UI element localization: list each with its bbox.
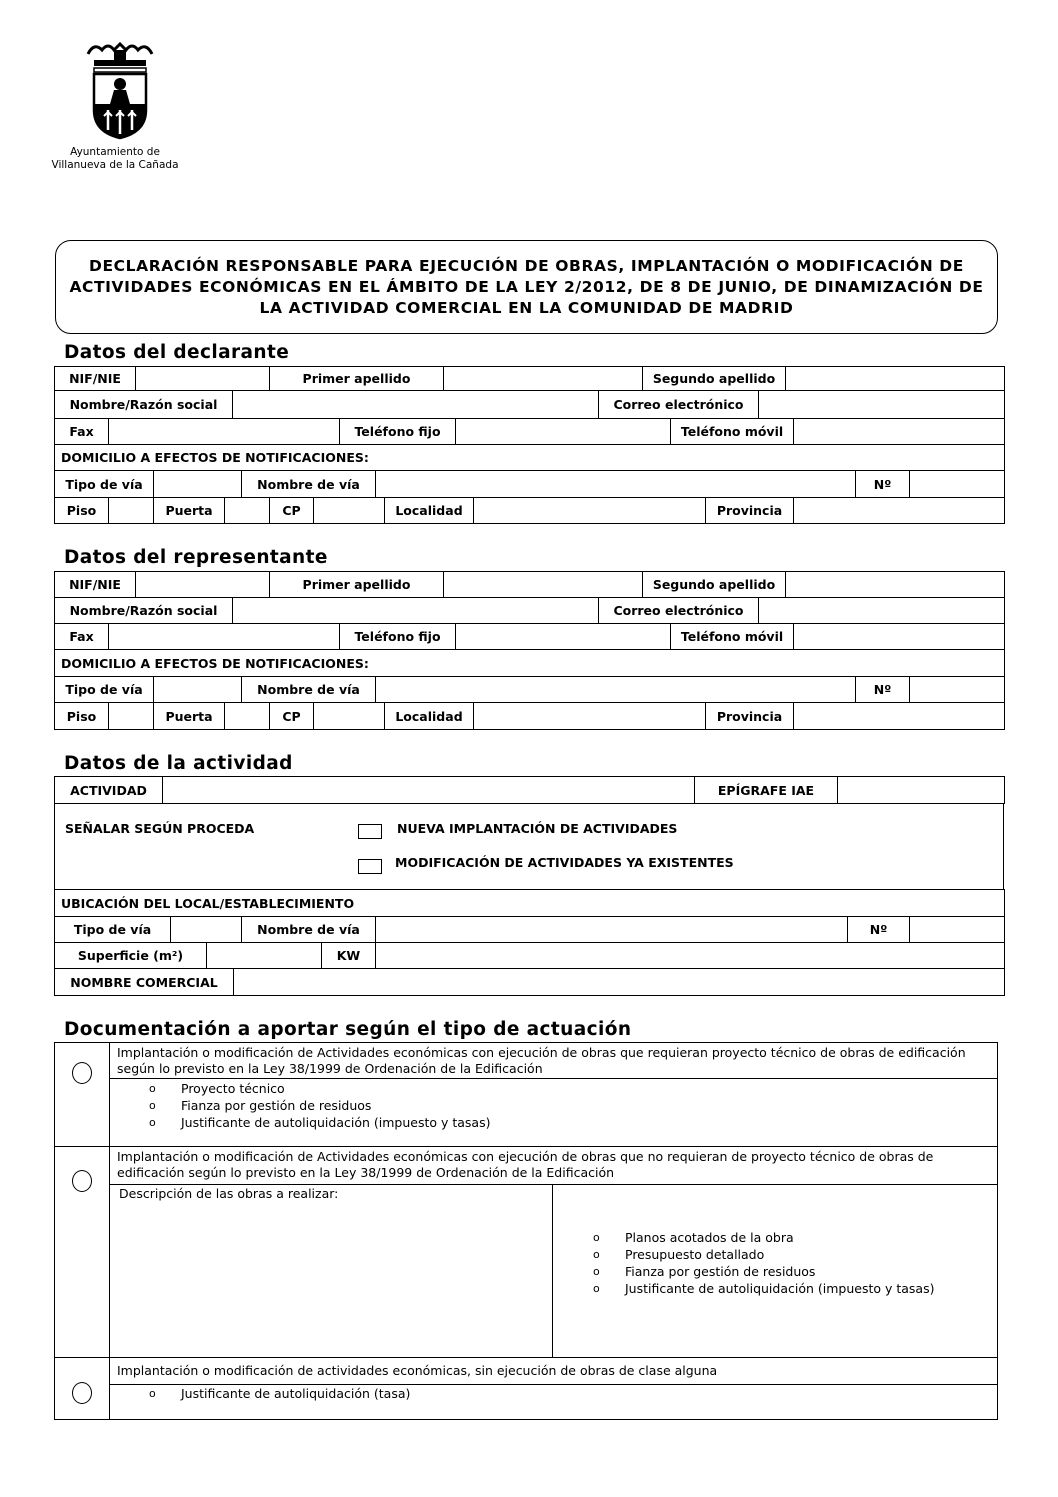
label-actividad: ACTIVIDAD [55,777,163,804]
representante-table-row3 [54,623,1005,650]
list-item: o Fianza por gestión de residuos [593,1263,934,1280]
label-provincia: Provincia [706,498,794,524]
section-title-declarante: Datos del declarante [64,342,290,363]
declarante-table-row6 [54,497,1005,524]
input-kw[interactable] [376,943,1005,969]
title-box [55,240,998,334]
label-nombre-comercial: NOMBRE COMERCIAL [55,969,234,996]
checkbox-nueva-implantacion[interactable] [358,824,382,839]
declarante-table-row1 [54,366,1005,391]
input-superficie[interactable] [207,943,322,969]
label-telefono-movil: Teléfono móvil [671,624,794,650]
doc-option-2-list [593,1229,934,1297]
label-nombre-via: Nombre de vía [242,677,376,703]
label-provincia: Provincia [706,703,794,730]
input-cp[interactable] [314,703,385,730]
input-tipo-via[interactable] [154,677,242,703]
checkbox-modificacion[interactable] [358,859,382,874]
label-primer-apellido: Primer apellido [270,572,444,598]
declarante-table-row5 [54,470,1005,498]
label-correo: Correo electrónico [599,391,759,419]
label-nombre-via: Nombre de vía [242,471,376,498]
input-segundo-apellido[interactable] [786,367,1005,391]
input-numero[interactable] [910,917,1005,943]
organization-name [40,146,190,172]
municipal-coat-of-arms-icon [80,40,160,140]
input-telefono-movil[interactable] [794,624,1005,650]
section-title-representante: Datos del representante [64,547,328,568]
doc-option-1-text: Implantación o modificación de Actividades económicas con ejecución de obras que requieran proyecto técnico de obras de edificación según lo previsto en la Ley 38/1999 de Ordenación de la Edificación [109,1043,997,1079]
doc-option-1 [54,1042,998,1147]
doc-option-1-list [149,1080,490,1131]
input-primer-apellido[interactable] [444,367,643,391]
label-correo: Correo electrónico [599,598,759,624]
input-nombre-via[interactable] [376,917,848,943]
label-modificacion: MODIFICACIÓN DE ACTIVIDADES YA EXISTENTES [395,855,734,870]
representante-table-row6 [54,702,1005,730]
list-item: o Justificante de autoliquidación (impuesto y tasas) [149,1114,490,1131]
list-item: o Fianza por gestión de residuos [149,1097,490,1114]
input-correo[interactable] [759,598,1005,624]
radio-cell [55,1358,110,1419]
doc-option-2-text: Implantación o modificación de Actividades económicas con ejecución de obras que no requieran de proyecto técnico de obras de edificación según lo previsto en la Ley 38/1999 de Ordenación de la Edificación [109,1147,997,1185]
label-puerta: Puerta [154,703,225,730]
input-nombre-comercial[interactable] [234,969,1005,996]
declarante-table-row3 [54,418,1005,445]
label-localidad: Localidad [385,498,474,524]
label-nombre: Nombre/Razón social [55,598,233,624]
input-piso[interactable] [109,498,154,524]
actividad-table-nombre-comercial [54,968,1005,996]
representante-table-row2 [54,597,1005,624]
label-tipo-via: Tipo de vía [55,677,154,703]
actividad-table-via [54,916,1005,943]
label-piso: Piso [55,703,109,730]
org-line-2: Villanueva de la Cañada [51,159,179,171]
input-provincia[interactable] [794,703,1005,730]
input-actividad[interactable] [163,777,695,804]
label-puerta: Puerta [154,498,225,524]
label-superficie: Superficie (m²) [55,943,207,969]
input-nombre[interactable] [233,598,599,624]
label-telefono-fijo: Teléfono fijo [340,419,456,445]
representante-table-row5 [54,676,1005,703]
representante-table-row1 [54,571,1005,598]
input-telefono-fijo[interactable] [456,419,671,445]
label-nif: NIF/NIE [55,367,136,391]
org-line-1: Ayuntamiento de [70,146,160,158]
list-item: o Planos acotados de la obra [593,1229,934,1246]
input-nombre-via[interactable] [376,677,856,703]
section-title-documentacion: Documentación a aportar según el tipo de actuación [64,1019,632,1040]
list-item: o Justificante de autoliquidación (impuesto y tasas) [593,1280,934,1297]
descripcion-obras-field[interactable] [109,1185,553,1357]
input-puerta[interactable] [225,498,270,524]
radio-option-1[interactable] [72,1062,92,1084]
input-numero[interactable] [910,471,1005,498]
input-nif[interactable] [136,367,270,391]
label-tipo-via: Tipo de vía [55,917,171,943]
input-piso[interactable] [109,703,154,730]
label-fax: Fax [55,624,109,650]
list-item: o Presupuesto detallado [593,1246,934,1263]
label-epigrafe: EPÍGRAFE IAE [695,777,838,804]
senalar-block [54,803,1004,890]
radio-cell [55,1147,110,1357]
doc-option-3-list [149,1385,410,1402]
radio-option-2[interactable] [72,1170,92,1192]
declarante-table-row2 [54,390,1005,419]
label-domicilio: DOMICILIO A EFECTOS DE NOTIFICACIONES: [55,650,1005,677]
label-numero: Nº [856,677,910,703]
input-telefono-movil[interactable] [794,419,1005,445]
input-nombre-via[interactable] [376,471,856,498]
input-provincia[interactable] [794,498,1005,524]
doc-option-2 [54,1146,998,1358]
input-tipo-via[interactable] [154,471,242,498]
label-fax: Fax [55,419,109,445]
input-tipo-via[interactable] [171,917,242,943]
input-segundo-apellido[interactable] [786,572,1005,598]
input-cp[interactable] [314,498,385,524]
label-descripcion-obras: Descripción de las obras a realizar: [119,1186,339,1201]
label-nif: NIF/NIE [55,572,136,598]
section-title-actividad: Datos de la actividad [64,753,293,774]
input-nombre[interactable] [233,391,599,419]
label-nueva-implantacion: NUEVA IMPLANTACIÓN DE ACTIVIDADES [397,821,678,836]
input-fax[interactable] [109,624,340,650]
label-cp: CP [270,498,314,524]
label-telefono-movil: Teléfono móvil [671,419,794,445]
input-epigrafe[interactable] [838,777,1005,804]
label-segundo-apellido: Segundo apellido [643,572,786,598]
actividad-table-ubicacion [54,889,1005,917]
label-nombre-via: Nombre de vía [242,917,376,943]
input-correo[interactable] [759,391,1005,419]
label-tipo-via: Tipo de vía [55,471,154,498]
doc-option-3 [54,1357,998,1420]
label-numero: Nº [856,471,910,498]
label-cp: CP [270,703,314,730]
actividad-table-superficie [54,942,1005,969]
input-nif[interactable] [136,572,270,598]
input-localidad[interactable] [474,498,706,524]
label-numero: Nº [848,917,910,943]
label-kw: KW [322,943,376,969]
label-localidad: Localidad [385,703,474,730]
label-telefono-fijo: Teléfono fijo [340,624,456,650]
input-puerta[interactable] [225,703,270,730]
form-title: DECLARACIÓN RESPONSABLE PARA EJECUCIÓN DE OBRAS, IMPLANTACIÓN O MODIFICACIÓN DE ACTIVIDADES ECONÓMICAS EN EL ÁMBITO DE LA LEY 2/2012, DE 8 DE JUNIO, DE DINAMIZACIÓN DE LA ACTIVIDAD COMERCIAL EN LA COMUNIDAD DE MADRID [69,256,984,317]
label-nombre: Nombre/Razón social [55,391,233,419]
radio-cell [55,1043,110,1146]
input-numero[interactable] [910,677,1005,703]
label-segundo-apellido: Segundo apellido [643,367,786,391]
label-senalar: SEÑALAR SEGÚN PROCEDA [65,821,255,836]
label-piso: Piso [55,498,109,524]
input-primer-apellido[interactable] [444,572,643,598]
radio-option-3[interactable] [72,1382,92,1404]
actividad-table-row1 [54,776,1005,804]
list-item: o Justificante de autoliquidación (tasa) [149,1385,410,1402]
label-domicilio: DOMICILIO A EFECTOS DE NOTIFICACIONES: [55,445,1005,471]
doc-option-3-text: Implantación o modificación de actividades económicas, sin ejecución de obras de clase alguna [109,1358,997,1385]
label-primer-apellido: Primer apellido [270,367,444,391]
input-telefono-fijo[interactable] [456,624,671,650]
representante-table-row4 [54,649,1005,677]
list-item: o Proyecto técnico [149,1080,490,1097]
label-ubicacion: UBICACIÓN DEL LOCAL/ESTABLECIMIENTO [55,890,1005,917]
input-localidad[interactable] [474,703,706,730]
input-fax[interactable] [109,419,340,445]
declarante-table-row4 [54,444,1005,471]
